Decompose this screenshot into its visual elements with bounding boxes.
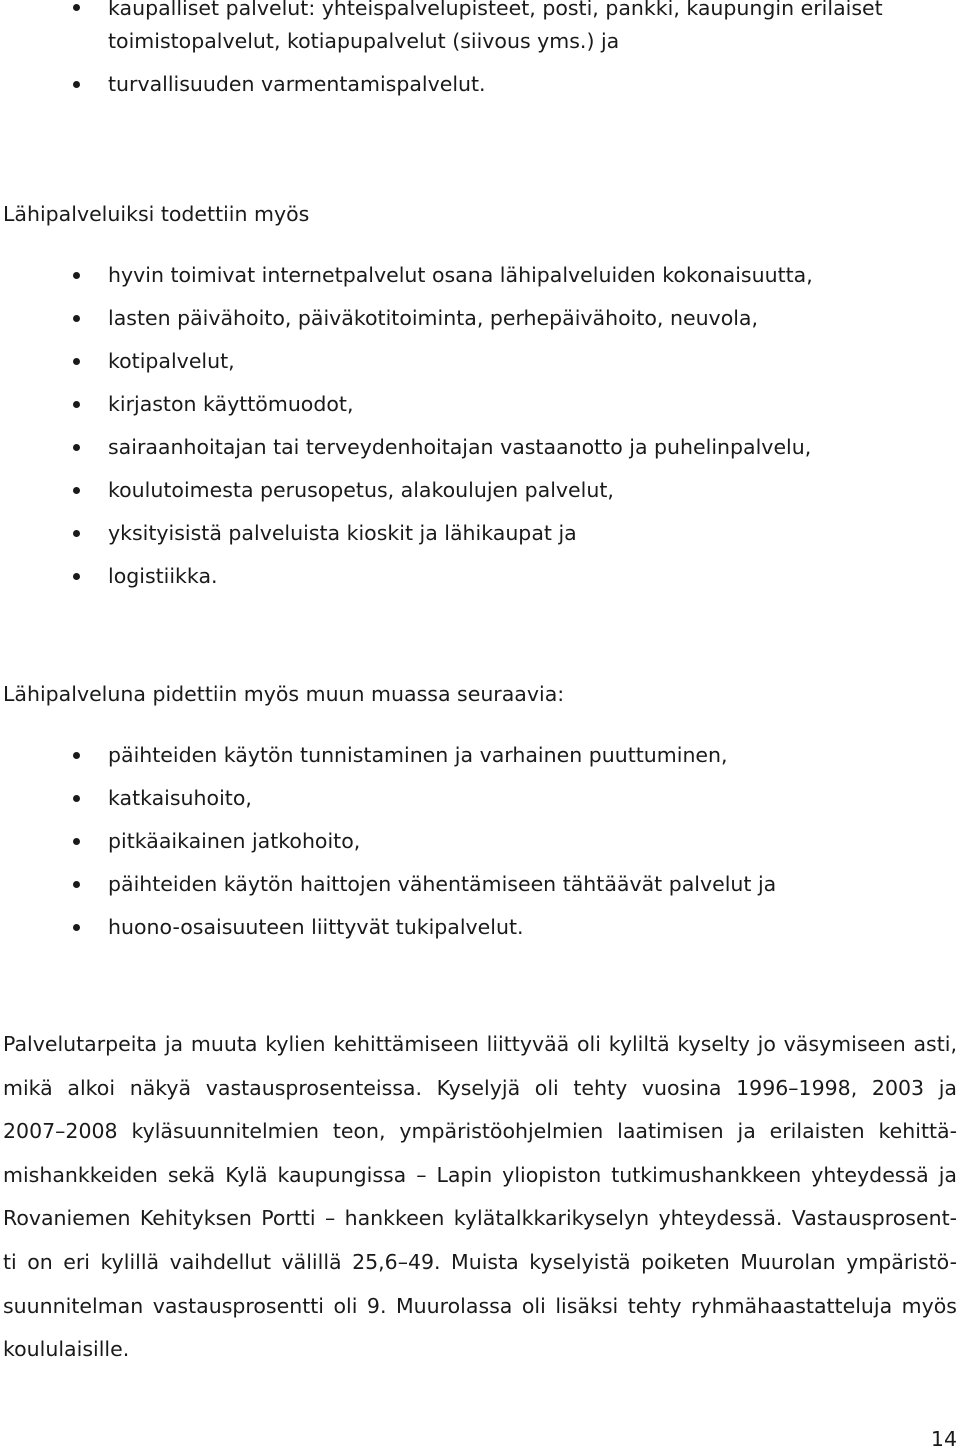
bullet-icon <box>73 573 80 580</box>
paragraph-line: Palvelutarpeita ja muuta kylien kehittämiseen liittyvää oli kyliltä kyselty jo väsymiseen asti, <box>3 1032 957 1056</box>
list-item-text: yksityisistä palveluista kioskit ja lähikaupat ja <box>108 521 577 545</box>
bullet-icon <box>73 752 80 759</box>
list-item-text: logistiikka. <box>108 564 218 588</box>
list-item <box>0 63 960 106</box>
bullet-icon <box>73 315 80 322</box>
list-item-text: päihteiden käytön haittojen vähentämiseen tähtäävät palvelut ja <box>108 872 777 896</box>
paragraph-line: koululaisille. <box>3 1337 130 1362</box>
list-item <box>0 906 960 949</box>
bullet-icon <box>73 401 80 408</box>
list-item <box>0 254 960 297</box>
paragraph-line: ti on eri kylillä vaihdellut välillä 25,6–49. Muista kyselyistä poiketen Muurolan ympäristö- <box>3 1249 957 1274</box>
paragraph-line: mishankkeiden sekä Kylä kaupungissa – Lapin yliopiston tutkimushankkeen yhteydessä ja <box>3 1162 957 1187</box>
paragraph-intro-2: Lähipalveluna pidettiin myös muun muassa seuraavia: <box>3 682 565 706</box>
list-item <box>0 426 960 469</box>
list-item <box>0 512 960 555</box>
bullet-icon <box>73 81 80 88</box>
bullet-icon <box>73 530 80 537</box>
list-item-text: lasten päivähoito, päiväkotitoiminta, perhepäivähoito, neuvola, <box>108 306 759 330</box>
list-item-text: sairaanhoitajan tai terveydenhoitajan vastaanotto ja puhelinpalvelu, <box>108 435 812 459</box>
bullet-icon <box>73 272 80 279</box>
list-item-text: turvallisuuden varmentamispalvelut. <box>108 72 486 96</box>
list-item <box>0 340 960 383</box>
list-item <box>0 777 960 820</box>
body-paragraph-survey <box>3 1023 957 1372</box>
list-item-text: huono-osaisuuteen liittyvät tukipalvelut. <box>108 915 524 939</box>
list-item-text: päihteiden käytön tunnistaminen ja varhainen puuttuminen, <box>108 743 728 767</box>
bullet-icon <box>73 487 80 494</box>
paragraph-line: suunnitelman vastausprosentti oli 9. Muurolassa oli lisäksi tehty ryhmähaastatteluja myös <box>3 1293 957 1318</box>
bullet-icon <box>73 924 80 931</box>
list-item <box>0 297 960 340</box>
bullet-icon <box>73 795 80 802</box>
paragraph-intro-1: Lähipalveluiksi todettiin myös <box>3 202 310 226</box>
list-item <box>0 469 960 512</box>
paragraph-line: 2007–2008 kyläsuunnitelmien teon, ympäristöohjelmien laatimisen ja erilaisten kehittä- <box>3 1119 957 1144</box>
list-item-text: kaupalliset palvelut: yhteispalvelupisteet, posti, pankki, kaupungin erilaiset toimistopalvelut, kotiapupalvelut (siivous yms.) ja <box>108 0 883 53</box>
bullet-list-commercial <box>0 0 960 106</box>
list-item <box>0 0 960 58</box>
list-item <box>0 863 960 906</box>
bullet-icon <box>73 444 80 451</box>
paragraph-line: Rovaniemen Kehityksen Portti – hankkeen kylätalkkarikyselyn yhteydessä. Vastausprosent- <box>3 1206 957 1231</box>
list-item <box>0 734 960 777</box>
bullet-icon <box>73 358 80 365</box>
list-item-text: hyvin toimivat internetpalvelut osana lähipalveluiden kokonaisuutta, <box>108 263 813 287</box>
list-item <box>0 555 960 598</box>
list-item-text: kirjaston käyttömuodot, <box>108 392 354 416</box>
bullet-list-local-services <box>0 254 960 598</box>
list-item <box>0 820 960 863</box>
list-item-text: pitkäaikainen jatkohoito, <box>108 829 361 853</box>
bullet-icon <box>73 4 80 11</box>
bullet-list-substance-services <box>0 734 960 949</box>
bullet-icon <box>73 838 80 845</box>
page-number: 14 <box>930 1427 957 1451</box>
paragraph-line: mikä alkoi näkyä vastausprosenteissa. Kyselyjä oli tehty vuosina 1996–1998, 2003 ja <box>3 1075 957 1100</box>
bullet-icon <box>73 881 80 888</box>
list-item <box>0 383 960 426</box>
list-item-text: koulutoimesta perusopetus, alakoulujen palvelut, <box>108 478 614 502</box>
list-item-text: katkaisuhoito, <box>108 786 252 810</box>
list-item-text: kotipalvelut, <box>108 349 235 373</box>
